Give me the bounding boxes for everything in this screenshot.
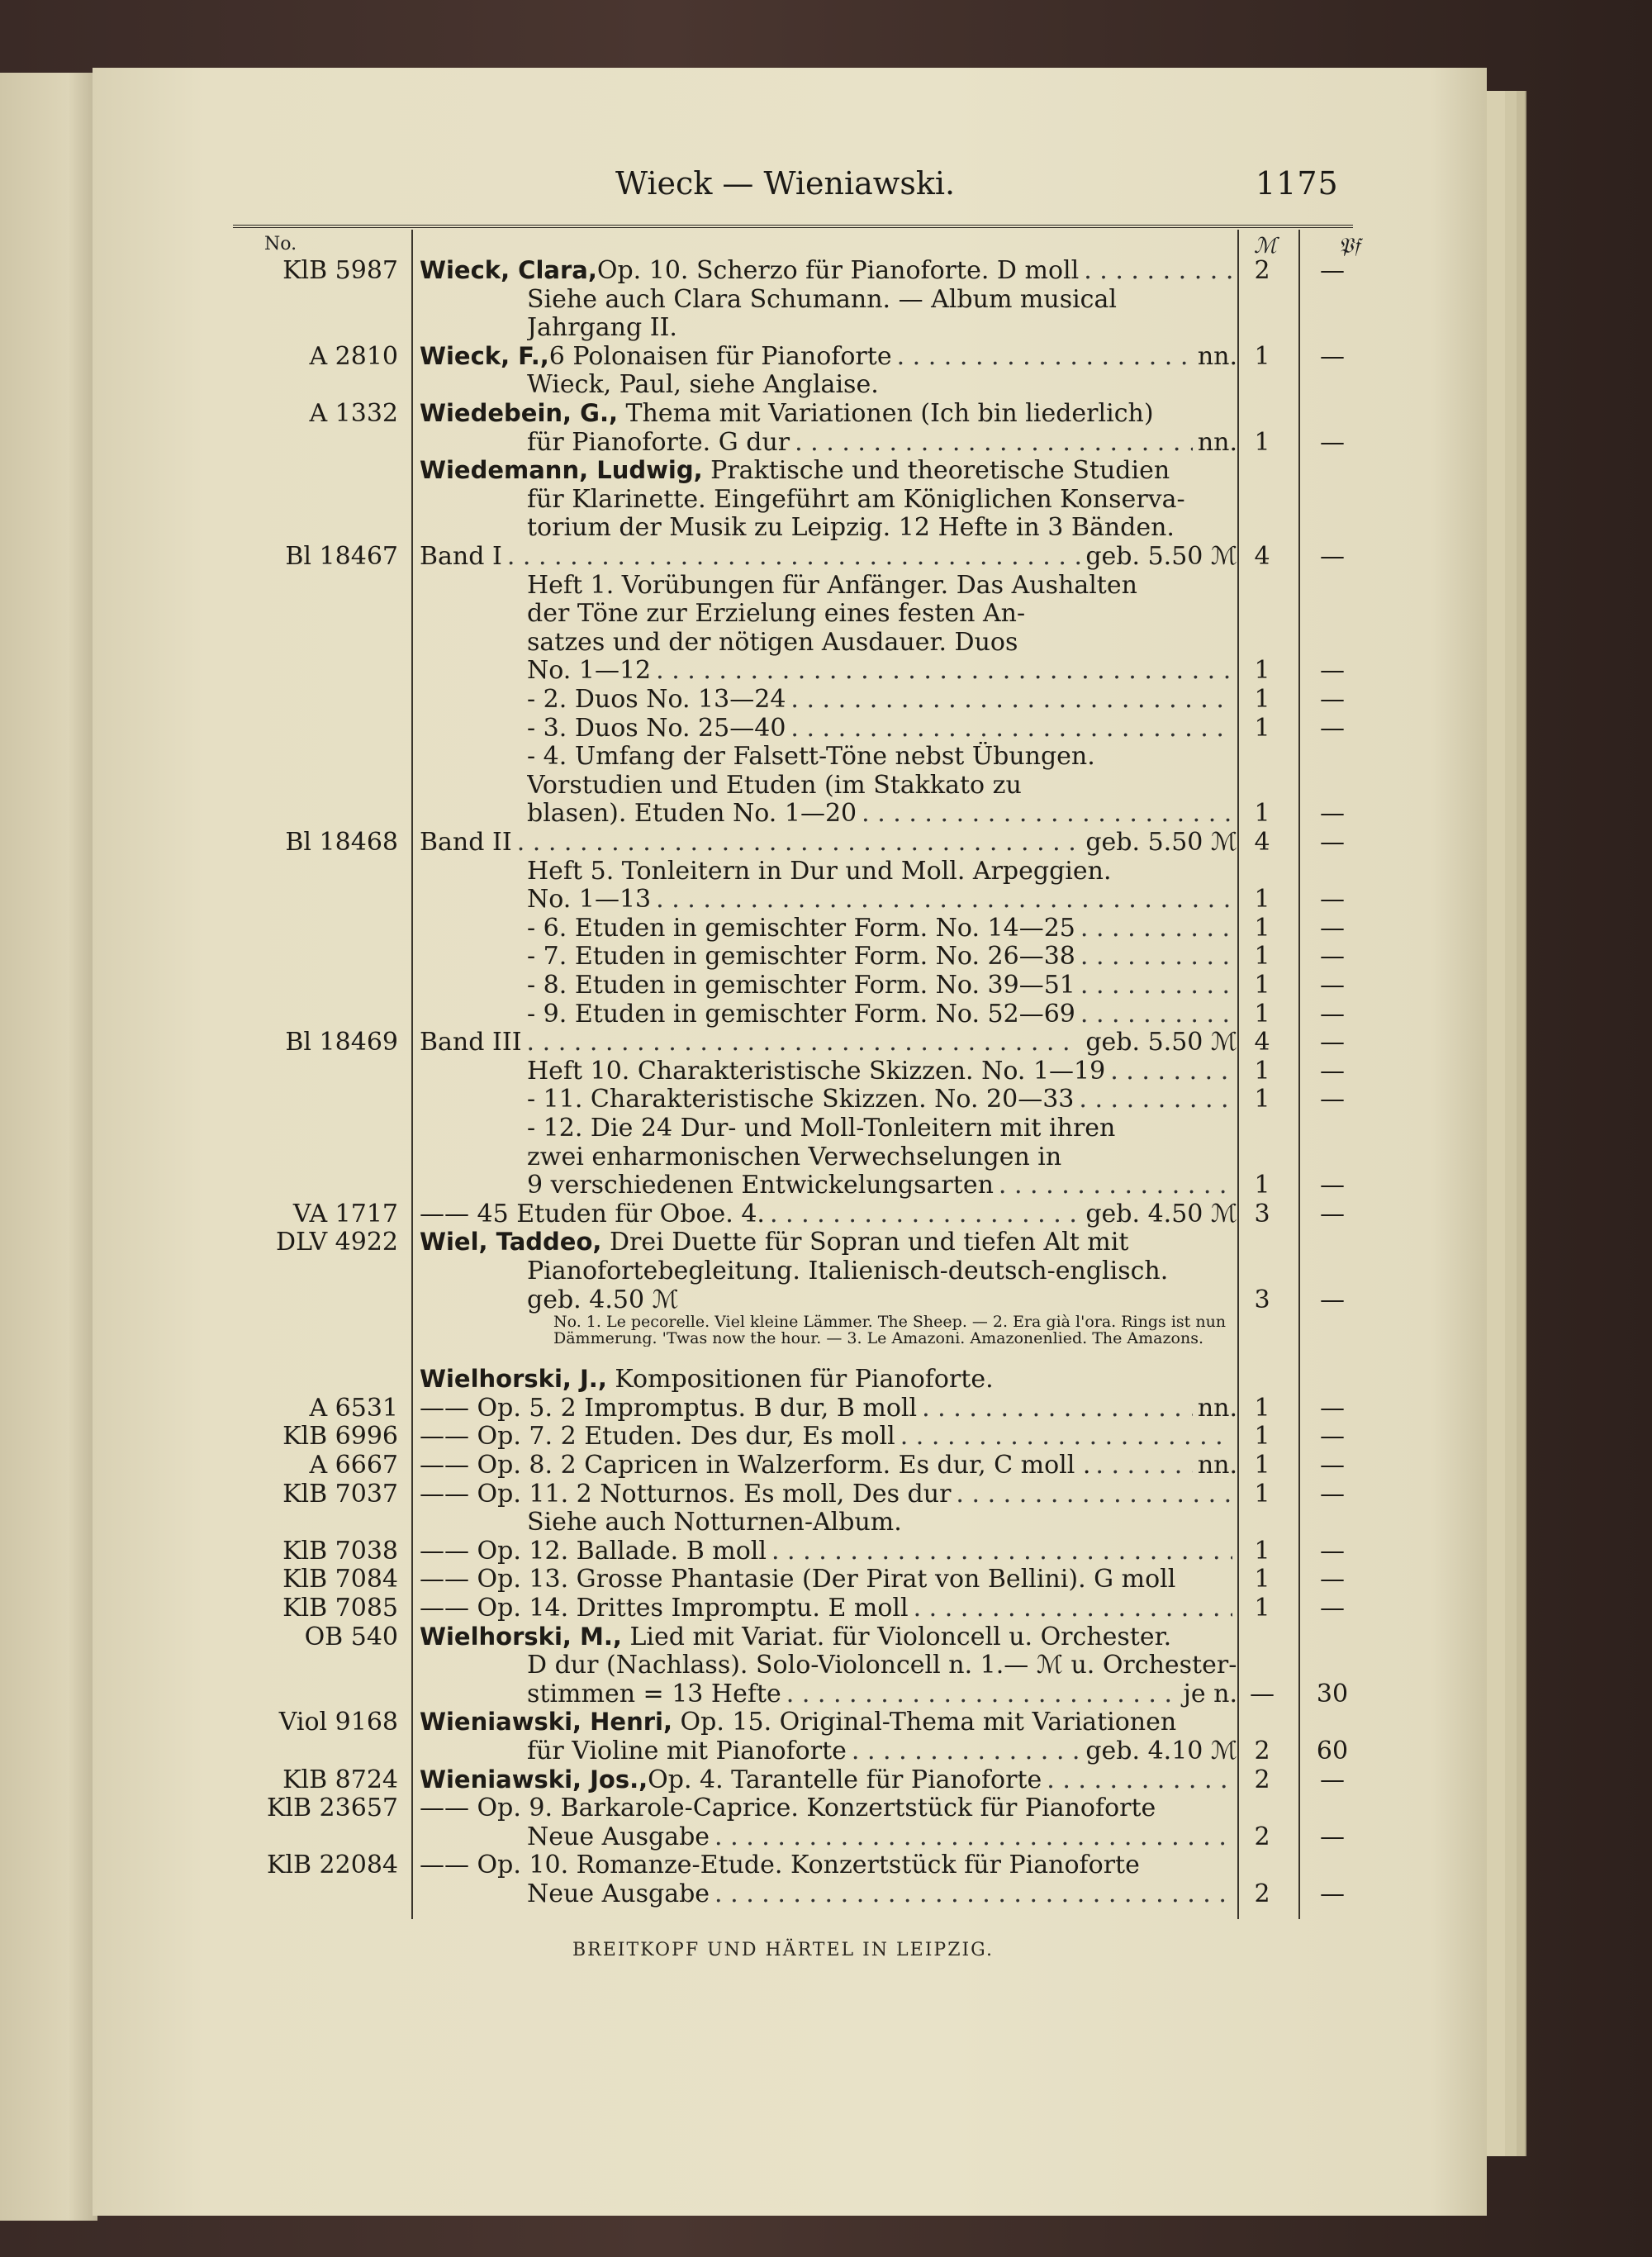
page-stack-edge xyxy=(1487,91,1507,2156)
catalog-row xyxy=(248,971,1363,999)
column-header-mark: ℳ xyxy=(1254,234,1277,259)
price-mark: 1 xyxy=(1254,713,1270,743)
price-note: nn. xyxy=(1197,1451,1237,1480)
entry-text: Wieck, Paul, siehe Anglaise. xyxy=(527,370,879,400)
catalog-row xyxy=(248,885,1363,913)
entry-text: satzes und der nötigen Ausdauer. Duos xyxy=(527,627,1018,657)
dot-leader xyxy=(1080,942,1232,971)
catalog-number: A 2810 xyxy=(309,341,398,371)
dot-leader xyxy=(1110,1057,1232,1086)
dot-leader xyxy=(656,885,1232,914)
catalog-row xyxy=(248,685,1363,713)
composer-name: Wielhorski, M., xyxy=(420,1622,622,1651)
running-header: Wieck — Wieniawski. xyxy=(615,165,956,202)
dot-leader xyxy=(790,714,1232,743)
price-mark: 1 xyxy=(1254,885,1270,915)
entry-text: - 11. Charakteristische Skizzen. No. 20—33 xyxy=(527,1085,1075,1114)
price-mark: 1 xyxy=(1254,1171,1270,1200)
dot-leader xyxy=(1080,914,1232,943)
catalog-row xyxy=(248,313,1363,341)
price-note: geb. 4.50 ℳ xyxy=(1085,1199,1237,1228)
entry-text: Op. 10. Scherzo für Pianoforte. D moll xyxy=(596,256,1080,285)
publisher-footer: BREITKOPF UND HÄRTEL IN LEIPZIG. xyxy=(572,1940,994,1960)
composer-name: Wieniawski, Jos., xyxy=(420,1765,648,1794)
catalog-number: KlB 7085 xyxy=(282,1594,398,1623)
price-pfennig: — xyxy=(1320,427,1345,457)
price-pfennig: — xyxy=(1320,1285,1345,1314)
price-mark: 1 xyxy=(1254,1422,1270,1452)
price-mark: 1 xyxy=(1254,913,1270,943)
catalog-number: KlB 7084 xyxy=(282,1565,398,1594)
column-header-pfennig: 𝔓𝔣 xyxy=(1337,234,1360,259)
catalog-row xyxy=(248,1314,1363,1347)
catalog-row xyxy=(248,1765,1363,1794)
composer-name: Wieck, F., xyxy=(420,341,549,370)
dot-leader xyxy=(1095,1451,1192,1480)
price-pfennig: — xyxy=(1320,713,1345,743)
catalog-number: KlB 5987 xyxy=(282,256,398,285)
price-pfennig: 30 xyxy=(1316,1679,1349,1708)
dot-leader xyxy=(786,1680,1179,1708)
catalog-row xyxy=(248,1851,1363,1879)
entry-text: —— Op. 11. 2 Notturnos. Es moll, Des dur xyxy=(420,1479,952,1509)
price-mark: 1 xyxy=(1254,799,1270,829)
entry-text: für Violine mit Pianoforte xyxy=(527,1737,847,1765)
entry-text: 9 verschiedenen Entwickelungsarten xyxy=(527,1171,994,1200)
price-pfennig: — xyxy=(1320,656,1345,686)
dot-leader xyxy=(914,1594,1232,1623)
entry-text: - 6. Etuden in gemischter Form. No. 14—25 xyxy=(527,913,1075,943)
catalog-row xyxy=(248,1257,1363,1285)
price-mark: 1 xyxy=(1254,942,1270,972)
entry-text: —— Op. 5. 2 Impromptus. B dur, B moll xyxy=(420,1393,918,1423)
price-pfennig: — xyxy=(1320,542,1345,571)
catalog-row xyxy=(248,285,1363,313)
price-mark: 3 xyxy=(1254,1285,1270,1314)
price-mark: 1 xyxy=(1254,341,1270,371)
composer-name: Wielhorski, J., xyxy=(420,1365,607,1394)
catalog-number: Bl 18469 xyxy=(285,1028,398,1057)
entry-text: Vorstudien und Etuden (im Stakkato zu xyxy=(527,770,1022,800)
price-pfennig: — xyxy=(1320,1565,1345,1594)
entry-text: Thema mit Variationen (Ich bin liederlich) xyxy=(625,399,1154,428)
price-note: geb. 5.50 ℳ xyxy=(1085,828,1237,857)
price-mark: 2 xyxy=(1254,1765,1270,1794)
entry-text: Pianofortebegleitung. Italienisch-deutsch-englisch. xyxy=(527,1257,1169,1285)
price-pfennig: 60 xyxy=(1316,1737,1349,1765)
entry-text: Heft 1. Vorübungen für Anfänger. Das Aushalten xyxy=(527,570,1137,600)
catalog-number: DLV 4922 xyxy=(276,1228,398,1257)
price-mark: 2 xyxy=(1254,1822,1270,1851)
catalog-row xyxy=(248,628,1363,656)
price-note: nn. xyxy=(1197,427,1237,457)
price-mark: 1 xyxy=(1254,656,1270,686)
catalog-row xyxy=(248,742,1363,770)
dot-leader xyxy=(656,656,1232,685)
catalog-number: Viol 9168 xyxy=(278,1708,398,1737)
price-mark: 4 xyxy=(1254,542,1270,571)
entry-text: Siehe auch Notturnen-Album. xyxy=(527,1508,902,1537)
price-mark: 1 xyxy=(1254,1565,1270,1594)
dot-leader xyxy=(897,342,1193,371)
price-pfennig: — xyxy=(1320,256,1345,285)
price-pfennig: — xyxy=(1320,1594,1345,1623)
price-pfennig: — xyxy=(1320,1199,1345,1228)
catalog-row xyxy=(248,1708,1363,1736)
entry-text: —— Op. 12. Ballade. B moll xyxy=(420,1536,767,1566)
price-pfennig: — xyxy=(1320,828,1345,857)
catalog-row xyxy=(248,1508,1363,1536)
entry-text: Lied mit Variat. für Violoncell u. Orchester. xyxy=(629,1622,1172,1651)
catalog-number: KlB 8724 xyxy=(282,1765,398,1794)
entry-text: —— Op. 13. Grosse Phantasie (Der Pirat von Bellini). G moll xyxy=(420,1565,1176,1594)
entry-text: No. 1—13 xyxy=(527,885,652,915)
price-mark: 1 xyxy=(1254,1056,1270,1086)
entry-text: stimmen = 13 Hefte xyxy=(527,1679,781,1708)
entry-text: —— Op. 14. Drittes Impromptu. E moll xyxy=(420,1594,909,1623)
left-page-edge xyxy=(0,73,97,2221)
catalog-row xyxy=(248,914,1363,942)
entry-text: Praktische und theoretische Studien xyxy=(710,456,1170,486)
price-pfennig: — xyxy=(1320,1422,1345,1452)
price-mark: 2 xyxy=(1254,1879,1270,1908)
entry-text: 6 Polonaisen für Pianoforte xyxy=(548,341,892,371)
entry-text: - 2. Duos No. 13—24 xyxy=(527,685,786,714)
entry-text: Band I xyxy=(420,542,502,571)
entry-text: - 9. Etuden in gemischter Form. No. 52—69 xyxy=(527,999,1075,1029)
dot-leader xyxy=(714,1822,1232,1851)
composer-name: Wiedebein, G., xyxy=(420,399,618,427)
dot-leader xyxy=(771,1537,1232,1566)
price-note: je n. xyxy=(1183,1679,1237,1708)
catalog-row xyxy=(248,1057,1363,1085)
price-pfennig: — xyxy=(1320,1822,1345,1851)
catalog-row xyxy=(248,542,1363,570)
catalog-row xyxy=(248,1085,1363,1113)
catalog-row xyxy=(248,342,1363,370)
catalog-row xyxy=(248,1879,1363,1908)
entry-text: für Pianoforte. G dur xyxy=(527,427,790,457)
dot-leader xyxy=(517,828,1081,857)
catalog-number: A 6667 xyxy=(309,1451,398,1480)
price-pfennig: — xyxy=(1320,942,1345,972)
entry-text: der Töne zur Erzielung eines festen An- xyxy=(527,599,1026,629)
price-mark: 3 xyxy=(1254,1199,1270,1228)
catalog-row xyxy=(248,1171,1363,1199)
catalog-row xyxy=(248,1394,1363,1422)
catalog-row xyxy=(248,485,1363,513)
entry-text: - 8. Etuden in gemischter Form. No. 39—51 xyxy=(527,971,1075,1000)
page-number: 1175 xyxy=(1256,165,1339,202)
price-mark: 1 xyxy=(1254,1085,1270,1114)
catalog-number: OB 540 xyxy=(304,1622,398,1651)
price-pfennig: — xyxy=(1320,885,1345,915)
catalog-row xyxy=(248,599,1363,627)
composer-name: Wiedemann, Ludwig, xyxy=(420,456,703,485)
entry-text: Heft 5. Tonleitern in Dur und Moll. Arpeggien. xyxy=(527,856,1112,886)
dot-leader xyxy=(1080,971,1232,1000)
entry-text: - 7. Etuden in gemischter Form. No. 26—38 xyxy=(527,942,1075,972)
dot-leader xyxy=(852,1737,1080,1765)
price-pfennig: — xyxy=(1320,999,1345,1029)
entry-text: Neue Ausgabe xyxy=(527,1822,710,1851)
price-note: geb. 5.50 ℳ xyxy=(1085,1028,1237,1057)
price-mark: 4 xyxy=(1254,1028,1270,1057)
entry-text: —— Op. 9. Barkarole-Caprice. Konzertstück für Pianoforte xyxy=(420,1794,1156,1823)
catalog-row xyxy=(248,1651,1363,1679)
catalog-number: KlB 22084 xyxy=(266,1851,398,1880)
catalog-row xyxy=(248,1737,1363,1765)
price-mark: 1 xyxy=(1254,1594,1270,1623)
entry-text: für Klarinette. Eingeführt am Königlichen Konserva- xyxy=(527,484,1185,514)
entry-text: Band II xyxy=(420,828,512,857)
composer-name: Wieck, Clara, xyxy=(420,256,597,284)
entry-text: Neue Ausgabe xyxy=(527,1879,710,1908)
catalog-number: A 1332 xyxy=(309,399,398,428)
price-pfennig: — xyxy=(1320,971,1345,1000)
dot-leader xyxy=(862,799,1232,828)
catalog-number: VA 1717 xyxy=(292,1199,398,1228)
price-mark: 1 xyxy=(1254,1536,1270,1566)
catalog-row xyxy=(248,799,1363,827)
catalog-row xyxy=(248,1285,1363,1314)
catalog-row xyxy=(248,857,1363,885)
catalog-row xyxy=(248,1794,1363,1822)
price-pfennig: — xyxy=(1320,913,1345,943)
catalog-number: Bl 18468 xyxy=(285,828,398,857)
catalog-row xyxy=(248,828,1363,856)
catalog-row xyxy=(248,1680,1363,1708)
entry-text: zwei enharmonischen Verwechselungen in xyxy=(527,1142,1062,1171)
price-note: nn. xyxy=(1197,341,1237,371)
catalog-row xyxy=(248,1143,1363,1171)
price-pfennig: — xyxy=(1320,685,1345,714)
catalog-number: KlB 7038 xyxy=(282,1536,398,1566)
entry-text: D dur (Nachlass). Solo-Violoncell n. 1.— ℳ u. Orchester- xyxy=(527,1651,1237,1680)
dot-leader xyxy=(1047,1765,1232,1794)
price-mark: 4 xyxy=(1254,828,1270,857)
catalog-row xyxy=(248,1594,1363,1622)
dot-leader xyxy=(714,1879,1232,1908)
price-pfennig: — xyxy=(1320,1765,1345,1794)
composer-name: Wieniawski, Henri, xyxy=(420,1708,672,1737)
price-mark: 1 xyxy=(1254,971,1270,1000)
dot-leader xyxy=(1080,1000,1232,1029)
dot-leader xyxy=(1079,1085,1232,1114)
catalog-row xyxy=(248,370,1363,398)
catalog-row xyxy=(248,1365,1363,1393)
entry-text: —— Op. 8. 2 Capricen in Walzerform. Es dur, C moll . xyxy=(420,1451,1091,1480)
price-pfennig: — xyxy=(1320,1536,1345,1566)
price-pfennig: — xyxy=(1320,1028,1345,1057)
entry-text: Jahrgang II. xyxy=(527,313,677,343)
dot-leader xyxy=(900,1422,1232,1451)
catalog-row xyxy=(248,656,1363,684)
price-mark: 1 xyxy=(1254,1393,1270,1423)
entry-text: Op. 15. Original-Thema mit Variationen xyxy=(680,1708,1177,1737)
catalog-row xyxy=(248,1565,1363,1593)
catalog-row xyxy=(248,771,1363,799)
price-note: geb. 5.50 ℳ xyxy=(1085,542,1237,571)
entry-text: —— Op. 10. Romanze-Etude. Konzertstück für Pianoforte xyxy=(420,1851,1140,1880)
dot-leader xyxy=(956,1480,1232,1509)
page-stack-edge xyxy=(1517,91,1526,2156)
catalog-row xyxy=(248,456,1363,484)
entry-text: —— 45 Etuden für Oboe. 4. xyxy=(420,1199,765,1228)
dot-leader xyxy=(795,428,1193,457)
dot-leader xyxy=(770,1200,1080,1228)
dot-leader xyxy=(790,685,1232,714)
catalog-number: KlB 6996 xyxy=(282,1422,398,1452)
entry-text: blasen). Etuden No. 1—20 xyxy=(527,799,857,829)
catalog-row xyxy=(248,1623,1363,1651)
catalog-number: KlB 23657 xyxy=(266,1794,398,1823)
catalog-row xyxy=(248,1000,1363,1028)
price-mark: — xyxy=(1250,1679,1275,1708)
dot-leader xyxy=(999,1171,1232,1200)
catalog-row xyxy=(248,399,1363,427)
price-note: nn. xyxy=(1197,1393,1237,1423)
catalog-row xyxy=(248,1451,1363,1479)
dot-leader xyxy=(1084,256,1232,285)
price-mark: 1 xyxy=(1254,1479,1270,1509)
catalog-row xyxy=(248,1114,1363,1142)
price-pfennig: — xyxy=(1320,1171,1345,1200)
price-pfennig: — xyxy=(1320,1879,1345,1908)
catalog-row xyxy=(248,1422,1363,1450)
price-pfennig: — xyxy=(1320,1479,1345,1509)
price-pfennig: — xyxy=(1320,341,1345,371)
entry-text: Heft 10. Charakteristische Skizzen. No. 1—19 xyxy=(527,1056,1106,1086)
price-pfennig: — xyxy=(1320,1056,1345,1086)
price-mark: 1 xyxy=(1254,999,1270,1029)
catalog-row xyxy=(248,1200,1363,1228)
dot-leader xyxy=(922,1394,1193,1423)
entry-text: Drei Duette für Sopran und tiefen Alt mit xyxy=(609,1228,1129,1257)
column-header-no: No. xyxy=(264,234,297,254)
price-mark: 2 xyxy=(1254,256,1270,285)
catalog-row xyxy=(248,714,1363,742)
entry-text: Siehe auch Clara Schumann. — Album musical xyxy=(527,284,1117,314)
dot-leader xyxy=(527,1028,1081,1057)
price-note: geb. 4.10 ℳ xyxy=(1085,1737,1237,1765)
price-mark: 1 xyxy=(1254,1451,1270,1480)
catalog-row xyxy=(248,256,1363,284)
entry-note: No. 1. Le pecorelle. Viel kleine Lämmer. The Sheep. — 2. Era già l'ora. Rings ist nun Dämmerung. 'Twas now the hour. — 3. Le Amazoni. Amazonenlied. The Amazons. xyxy=(553,1314,1227,1347)
catalog-row xyxy=(248,571,1363,599)
catalog-row xyxy=(248,942,1363,970)
catalog-row xyxy=(248,428,1363,456)
catalog-number: Bl 18467 xyxy=(285,542,398,571)
price-pfennig: — xyxy=(1320,1393,1345,1423)
catalog-row xyxy=(248,1480,1363,1508)
catalog-row xyxy=(248,513,1363,541)
catalog-row xyxy=(248,1228,1363,1256)
catalog-row xyxy=(248,1822,1363,1851)
entry-text: geb. 4.50 ℳ xyxy=(527,1285,679,1314)
entry-text: Op. 4. Tarantelle für Pianoforte xyxy=(648,1765,1042,1794)
price-mark: 2 xyxy=(1254,1737,1270,1765)
entry-text: - 4. Umfang der Falsett-Töne nebst Übungen. xyxy=(527,742,1095,772)
entry-text: —— Op. 7. 2 Etuden. Des dur, Es moll xyxy=(420,1422,895,1452)
price-pfennig: — xyxy=(1320,1451,1345,1480)
price-mark: 1 xyxy=(1254,685,1270,714)
entry-text: torium der Musik zu Leipzig. 12 Hefte in 3 Bänden. xyxy=(527,513,1175,543)
entry-text: - 12. Die 24 Dur- und Moll-Tonleitern mit ihren xyxy=(527,1114,1116,1143)
composer-name: Wiel, Taddeo, xyxy=(420,1228,602,1257)
price-pfennig: — xyxy=(1320,799,1345,829)
entry-text: Band III xyxy=(420,1028,522,1057)
entry-text: - 3. Duos No. 25—40 xyxy=(527,713,786,743)
catalog-number: A 6531 xyxy=(309,1393,398,1423)
dot-leader xyxy=(507,542,1081,571)
catalog-row xyxy=(248,1537,1363,1565)
price-pfennig: — xyxy=(1320,1085,1345,1114)
header-rule xyxy=(233,225,1353,230)
catalog-number: KlB 7037 xyxy=(282,1479,398,1509)
price-mark: 1 xyxy=(1254,427,1270,457)
entry-text: Kompositionen für Pianoforte. xyxy=(615,1365,994,1395)
catalog-row xyxy=(248,1028,1363,1056)
entry-text: No. 1—12 xyxy=(527,656,652,686)
